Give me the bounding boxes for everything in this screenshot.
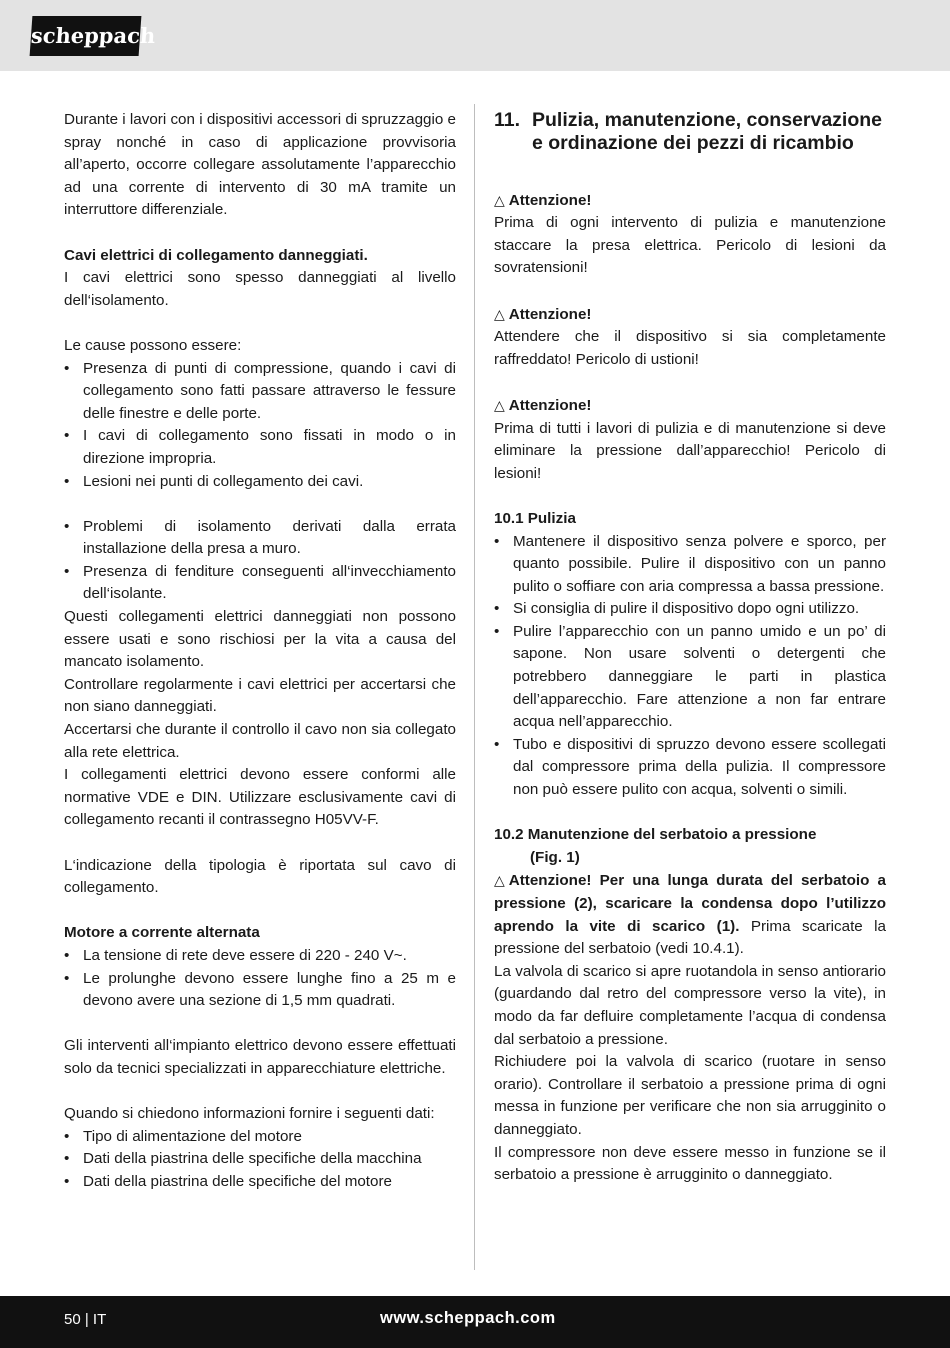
website-url: www.scheppach.com (380, 1309, 556, 1327)
right-column (494, 109, 886, 1187)
motor-list (64, 945, 456, 1013)
causes-list (64, 358, 456, 494)
list-item: • Pulire l’apparecchio con un panno umido e un po’ di sapone. Non usare solventi o detergenti che potrebbero danneggiare le parti in plastica dell’apparecchio. Fare attenzione a non far entrare acqua nell’apparecchio. (494, 621, 886, 734)
list-item: • Si consiglia di pulire il dispositivo dopo ogni utilizzo. (494, 598, 886, 621)
paragraph: Questi collegamenti elettrici danneggiati non possono essere usati e sono rischiosi per la vita a causa del mancato isolamento. (64, 608, 456, 671)
paragraph: L‘indicazione della tipologia è riportata sul cavo di collegamento. (64, 856, 456, 897)
paragraph: Le cause possono essere: (64, 336, 242, 354)
list-item: • La tensione di rete deve essere di 220 - 240 V~. (64, 945, 456, 968)
scheppach-logo: scheppach (30, 16, 142, 56)
paragraph: Prima di tutti i lavori di pulizia e di manutenzione si deve eliminare la pressione dall’apparecchio! Pericolo di lesioni! (494, 419, 886, 482)
list-item: • Tubo e dispositivi di spruzzo devono essere scollegati dal compressore prima della pulizia. Il compressore non può essere pulito con acqua, solventi o simili. (494, 734, 886, 802)
list-item: • Mantenere il dispositivo senza polvere e sporco, per quanto possibile. Pulire il dispositivo con un panno pulito o soffiare con aria compressa a bassa pressione. (494, 531, 886, 599)
list-item: • Problemi di isolamento derivati dalla errata installazione della presa a muro. (64, 516, 456, 561)
list-item: • Lesioni nei punti di collegamento dei cavi. (64, 471, 456, 494)
chapter-title: Pulizia, manutenzione, conservazione e ordinazione dei pezzi di ricambio (532, 109, 883, 154)
section-heading-cables: Cavi elettrici di collegamento danneggiati. (64, 246, 368, 264)
paragraph: Richiudere poi la valvola di scarico (ruotare in senso orario). Controllare il serbatoio a pressione prima di ogni messa in funzione per verificare che non sia arrugginito o danneggiato. (494, 1053, 886, 1138)
list-item: • Tipo di alimentazione del motore (64, 1126, 456, 1149)
list-item: • Dati della piastrina delle specifiche del motore (64, 1171, 456, 1194)
paragraph: Durante i lavori con i dispositivi accessori di spruzzaggio e spray nonché in caso di applicazione provvisoria all’aperto, occorre collegare assolutamente l’apparecchio ad una corrente di intervento di 30 mA tramite un interruttore differenziale. (64, 111, 456, 219)
paragraph: I collegamenti elettrici devono essere conformi alle normative VDE e DIN. Utilizzare esclusivamente cavi di collegamento recanti il contrassegno H05VV-F. (64, 766, 456, 829)
warning-triangle-icon: △ (494, 191, 505, 208)
paragraph: Prima di ogni intervento di pulizia e manutenzione staccare la presa elettrica. Pericolo di lesioni da sovratensioni! (494, 214, 886, 277)
section-heading-tank: 10.2 Manutenzione del serbatoio a pressione (494, 826, 817, 844)
page-header (0, 0, 950, 71)
chapter-number: 11. (494, 109, 521, 131)
warning-triangle-icon: △ (494, 305, 505, 322)
warning-triangle-icon: △ (494, 396, 505, 413)
paragraph: Gli interventi all‘impianto elettrico devono essere effettuati solo da tecnici specializzati in apparecchiature elettriche. (64, 1037, 456, 1077)
paragraph: Accertarsi che durante il controllo il cavo non sia collegato alla rete elettrica. (64, 721, 456, 761)
paragraph: Il compressore non deve essere messo in funzione se il serbatoio a pressione è arrugginito o danneggiato. (494, 1143, 886, 1184)
cleaning-list (494, 531, 886, 802)
list-item: • I cavi di collegamento sono fissati in modo o in direzione impropria. (64, 425, 456, 470)
left-column (64, 109, 456, 1194)
page-number: 50 | IT (64, 1311, 107, 1328)
paragraph: I cavi elettrici sono spesso danneggiati al livello dell‘isolamento. (64, 269, 456, 309)
paragraph: Attendere che il dispositivo si sia completamente raffreddato! Pericolo di ustioni! (494, 328, 886, 368)
list-item: • Dati della piastrina delle specifiche della macchina (64, 1148, 456, 1171)
list-item: • Presenza di punti di compressione, quando i cavi di collegamento sono fatti passare attraverso le fessure delle finestre e delle porte. (64, 358, 456, 426)
paragraph: Controllare regolarmente i cavi elettrici per accertarsi che non siano danneggiati. (64, 675, 456, 716)
warning-heading: △ Attenzione! (494, 189, 886, 213)
warning-heading: △ Attenzione! (494, 394, 886, 418)
causes-list-2 (64, 516, 456, 606)
chapter-heading (494, 109, 886, 155)
section-heading-motor: Motore a corrente alternata (64, 924, 260, 942)
paragraph: Quando si chiedono informazioni fornire i seguenti dati: (64, 1105, 435, 1123)
tank-warning-paragraph: △ Attenzione! Per una lunga durata del serbatoio a pressione (2), scaricare la condensa dopo l’utilizzo aprendo la vite di scarico (1). Prima scaricate la pressione del serbatoio (vedi 10.4.1). (494, 869, 886, 960)
warning-triangle-icon: △ (494, 872, 505, 889)
list-item: • Presenza di fenditure conseguenti all‘invecchiamento dell‘isolante. (64, 561, 456, 606)
section-heading-tank-fig: (Fig. 1) (530, 848, 580, 866)
page-footer (0, 1296, 950, 1348)
info-list (64, 1126, 456, 1194)
list-item: • Le prolunghe devono essere lunghe fino a 25 m e devono avere una sezione di 1,5 mm quadrati. (64, 968, 456, 1013)
warning-heading: △ Attenzione! (494, 303, 886, 327)
paragraph: La valvola di scarico si apre ruotandola in senso antiorario (guardando dal retro del compressore verso la vite), in modo da far defluire completamente l’acqua di condensa dal serbatoio a pressione. (494, 962, 886, 1048)
column-divider (474, 104, 475, 1270)
section-heading-cleaning: 10.1 Pulizia (494, 509, 576, 527)
